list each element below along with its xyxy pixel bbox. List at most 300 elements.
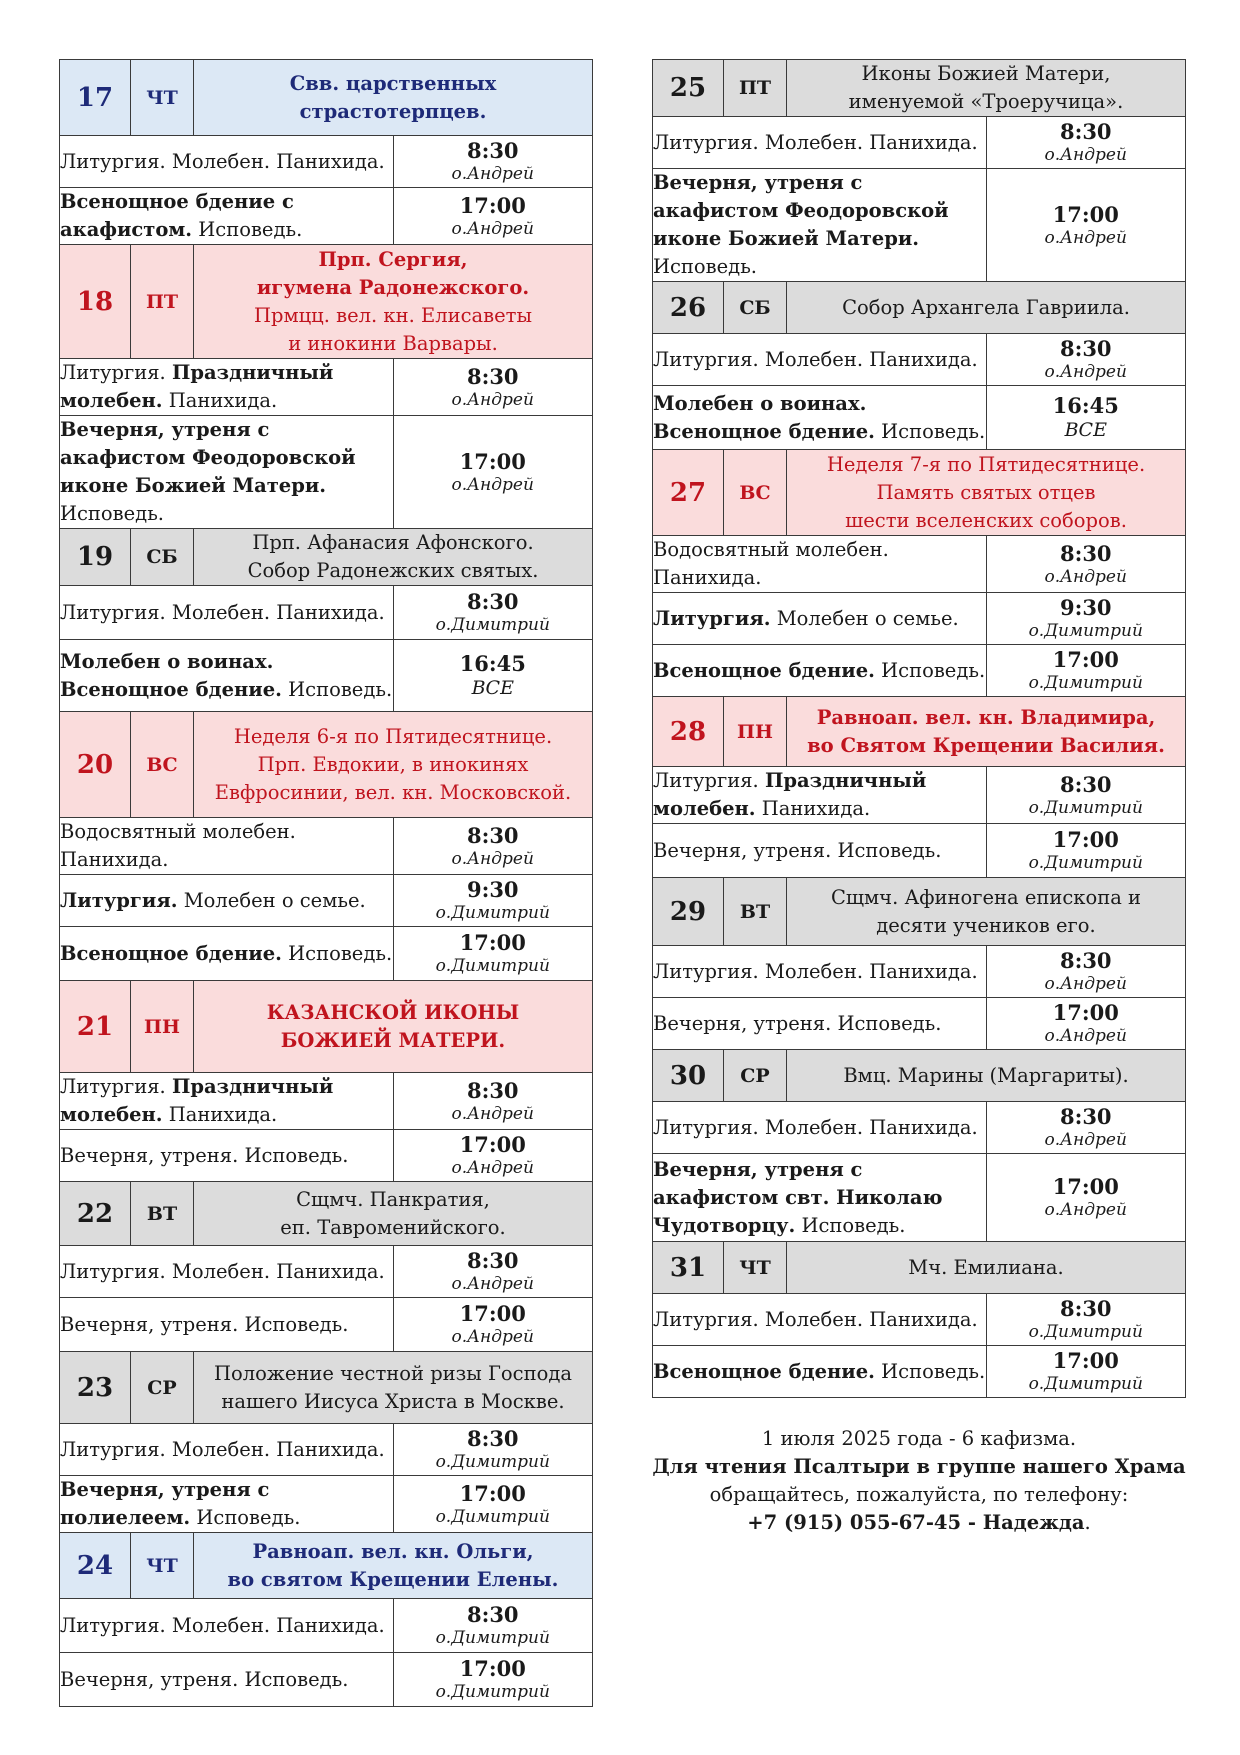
day-of-week: ПТ — [724, 60, 787, 117]
note-line-kathisma: 1 июля 2025 года - 6 кафизма. — [761, 1427, 1077, 1450]
feast-title — [787, 1242, 1186, 1294]
service-description — [653, 1102, 987, 1154]
service-time: 17:00 — [459, 1132, 526, 1157]
service-row — [653, 767, 1186, 824]
day-header-24 — [60, 1533, 593, 1599]
service-row — [60, 188, 593, 245]
service-time: 8:30 — [466, 1077, 519, 1103]
day-number: 17 — [60, 60, 131, 136]
officiating-priest: о.Димитрий — [1028, 621, 1143, 641]
feast-title-line: Мч. Емилиана. — [908, 1255, 1064, 1279]
service-time-cell — [393, 586, 593, 640]
feast-title-line: игумена Радонежского. — [256, 275, 530, 299]
service-description — [60, 640, 394, 712]
service-time-cell — [986, 536, 1186, 593]
service-text: Литургия. Молебен. Панихида. — [60, 600, 385, 624]
day-number: 22 — [60, 1182, 131, 1246]
service-time-cell — [986, 1346, 1186, 1398]
service-description — [60, 136, 394, 188]
feast-title-line: десяти учеников его. — [876, 913, 1096, 937]
feast-title-line: Вмц. Марины (Маргариты). — [843, 1063, 1129, 1087]
officiating-priest: о.Андрей — [1044, 974, 1127, 994]
officiating-priest: о.Андрей — [451, 164, 534, 184]
day-of-week: СБ — [131, 529, 194, 586]
service-row — [60, 875, 593, 927]
day-header-25 — [653, 60, 1186, 117]
officiating-priest: о.Андрей — [451, 1103, 534, 1124]
feast-title-line: Свв. царственных — [289, 71, 497, 95]
officiating-priest: о.Андрей — [1044, 1026, 1127, 1046]
day-number: 31 — [653, 1242, 724, 1294]
day-number: 21 — [60, 981, 131, 1073]
service-row — [60, 416, 593, 529]
service-time: 17:00 — [459, 448, 526, 474]
day-of-week: СР — [724, 1050, 787, 1102]
feast-title — [787, 878, 1186, 946]
service-name-bold: Праздничный молебен. — [60, 1075, 334, 1126]
day-number: 18 — [60, 245, 131, 359]
feast-title — [787, 282, 1186, 334]
feast-title-line: Равноап. вел. кн. Владимира, — [816, 705, 1156, 729]
feast-title-line: Прп. Сергия, — [318, 247, 468, 271]
service-text: Исповедь. — [653, 255, 758, 278]
service-row — [653, 998, 1186, 1050]
day-header-31 — [653, 1242, 1186, 1294]
schedule-table-right — [652, 59, 1186, 1398]
service-time: 8:30 — [1059, 771, 1112, 797]
feast-title — [194, 1182, 593, 1246]
service-time: 17:00 — [459, 1480, 526, 1506]
service-description — [653, 386, 987, 450]
officiating-priest: о.Димитрий — [435, 1682, 550, 1702]
service-text: Исповедь. — [281, 941, 393, 965]
service-text: Водосвятный молебен. Панихида. — [60, 820, 296, 871]
service-time-cell — [986, 767, 1186, 824]
feast-title-line: Равноап. вел. кн. Ольги, — [252, 1539, 534, 1563]
psalter-note — [652, 1425, 1186, 1537]
service-text: Молебен о семье. — [177, 888, 366, 912]
service-text: Литургия. — [60, 1075, 172, 1098]
service-text: Литургия. — [60, 361, 172, 384]
service-description — [653, 645, 987, 697]
service-row — [653, 386, 1186, 450]
feast-title-line: Память святых отцев — [876, 480, 1096, 504]
service-row — [653, 824, 1186, 878]
service-text: Вечерня, утреня. Исповедь. — [60, 1312, 349, 1336]
service-time: 8:30 — [466, 822, 519, 848]
service-name-bold: Праздничный молебен. — [653, 769, 927, 820]
service-text: Исповедь. — [190, 1506, 301, 1529]
officiating-priest: о.Андрей — [451, 389, 534, 410]
service-description — [60, 818, 394, 875]
feast-title — [194, 981, 593, 1073]
officiating-priest: о.Андрей — [1044, 1200, 1127, 1220]
service-row — [60, 1130, 593, 1182]
service-text: Исповедь. — [60, 502, 165, 525]
service-time: 9:30 — [1059, 595, 1112, 620]
service-row — [60, 1476, 593, 1533]
service-description — [60, 1073, 394, 1130]
day-header-30 — [653, 1050, 1186, 1102]
officiating-priest: о.Андрей — [1044, 362, 1127, 382]
feast-title-line: во Святом Крещении Василия. — [807, 733, 1165, 757]
officiating-priest: о.Андрей — [1044, 145, 1127, 165]
service-name-bold: Всенощное бдение с акафистом. — [60, 190, 294, 241]
feast-title-line: Прп. Афанасия Афонского. — [252, 531, 534, 554]
service-description — [60, 1298, 394, 1352]
service-text: Литургия. Молебен. Панихида. — [60, 149, 385, 173]
service-time-cell — [986, 1102, 1186, 1154]
feast-title — [787, 697, 1186, 767]
service-description — [653, 334, 987, 386]
service-time-cell — [986, 645, 1186, 697]
service-text: Литургия. Молебен. Панихида. — [653, 959, 978, 983]
day-number: 23 — [60, 1352, 131, 1424]
service-row — [60, 1246, 593, 1298]
service-text: Исповедь. — [192, 218, 303, 241]
phone-tail: . — [1084, 1511, 1091, 1534]
feast-title-line: именуемой «Троеручица». — [848, 90, 1124, 113]
service-time: 16:45 — [459, 651, 526, 676]
service-time: 17:00 — [459, 1656, 526, 1681]
officiating-priest: о.Димитрий — [1028, 1322, 1143, 1342]
note-line-psalter: Для чтения Псалтыри в группе нашего Храма — [652, 1455, 1186, 1478]
feast-title-line: Неделя 6-я по Пятидесятнице. — [233, 724, 553, 748]
schedule-right-column — [652, 59, 1186, 1398]
day-number: 28 — [653, 697, 724, 767]
day-header-18 — [60, 245, 593, 359]
day-number: 29 — [653, 878, 724, 946]
service-text: Водосвятный молебен. Панихида. — [653, 538, 889, 589]
day-of-week: ВТ — [724, 878, 787, 946]
service-time-cell — [393, 1246, 593, 1298]
service-time-cell — [393, 927, 593, 981]
service-time-cell — [393, 875, 593, 927]
officiating-priest: о.Димитрий — [435, 1506, 550, 1527]
service-text: Литургия. Молебен. Панихида. — [653, 130, 978, 154]
service-text: Панихида. — [755, 797, 871, 820]
service-description — [60, 359, 394, 416]
officiating-priest: о.Андрей — [451, 848, 534, 869]
service-text: Вечерня, утреня. Исповедь. — [653, 838, 942, 862]
schedule-table-left — [59, 59, 593, 1707]
service-time-cell — [393, 136, 593, 188]
service-time-cell — [986, 334, 1186, 386]
service-time-cell — [393, 1298, 593, 1352]
service-time-cell — [393, 818, 593, 875]
officiating-priest: о.Андрей — [451, 1158, 534, 1178]
service-name-bold: Праздничный молебен. — [60, 361, 334, 412]
day-number: 25 — [653, 60, 724, 117]
service-description — [653, 169, 987, 282]
service-time-cell — [393, 188, 593, 245]
service-text: Исповедь. — [874, 1359, 986, 1383]
note-line-phone — [652, 1509, 1186, 1537]
service-name-bold: Всенощное бдение. — [60, 677, 282, 701]
day-header-27 — [653, 450, 1186, 536]
service-time-cell — [986, 824, 1186, 878]
day-of-week: СБ — [724, 282, 787, 334]
service-time: 8:30 — [1059, 119, 1112, 144]
service-description — [653, 946, 987, 998]
officiating-priest: о.Димитрий — [1028, 853, 1143, 873]
feast-title-line: нашего Иисуса Христа в Москве. — [221, 1389, 565, 1413]
day-of-week: ЧТ — [131, 60, 194, 136]
officiating-priest: о.Андрей — [1044, 566, 1127, 587]
feast-title-line: еп. Тавроменийского. — [280, 1215, 506, 1239]
service-time-cell — [393, 1424, 593, 1476]
service-row — [60, 359, 593, 416]
feast-title-line: страстотерпцев. — [299, 99, 487, 123]
officiating-priest: о.Андрей — [451, 1327, 534, 1347]
service-row — [653, 1102, 1186, 1154]
feast-title — [787, 450, 1186, 536]
service-time: 8:30 — [466, 1602, 519, 1627]
day-header-28 — [653, 697, 1186, 767]
service-description — [653, 824, 987, 878]
day-header-17 — [60, 60, 593, 136]
day-of-week: ПН — [724, 697, 787, 767]
service-time: 8:30 — [466, 589, 519, 614]
service-row — [60, 1298, 593, 1352]
service-description — [60, 1653, 394, 1707]
day-number: 27 — [653, 450, 724, 536]
service-row — [653, 117, 1186, 169]
service-description — [60, 1130, 394, 1182]
feast-title-line: Неделя 7-я по Пятидесятнице. — [826, 452, 1146, 476]
service-time-cell — [393, 416, 593, 529]
service-text: Исповедь. — [795, 1213, 906, 1237]
service-time: 17:00 — [459, 930, 526, 955]
day-header-19 — [60, 529, 593, 586]
officiating-priest: о.Андрей — [451, 218, 534, 239]
day-number: 26 — [653, 282, 724, 334]
service-time: 8:30 — [1059, 336, 1112, 361]
service-time-cell — [393, 1073, 593, 1130]
feast-title — [194, 529, 593, 586]
officiating-priest: о.Димитрий — [435, 1452, 550, 1472]
service-time: 17:00 — [1052, 827, 1119, 852]
service-description — [60, 1476, 394, 1533]
service-time: 8:30 — [1059, 540, 1112, 566]
service-name-bold: Всенощное бдение. — [653, 658, 875, 682]
service-row — [60, 927, 593, 981]
day-of-week: ЧТ — [724, 1242, 787, 1294]
service-text: Исповедь. — [281, 677, 393, 701]
day-header-26 — [653, 282, 1186, 334]
feast-title-line: шести вселенских соборов. — [845, 508, 1127, 532]
feast-title-line: во святом Крещении Елены. — [227, 1567, 559, 1591]
service-text: Панихида. — [162, 389, 278, 412]
service-description — [60, 586, 394, 640]
officiating-priest: о.Димитрий — [1028, 1374, 1143, 1394]
service-name-bold: Молебен о воинах. — [653, 391, 867, 415]
service-name-bold: Вечерня, утреня с акафистом Феодоровской иконе Божией Матери. — [60, 418, 356, 497]
service-time: 8:30 — [1059, 1296, 1112, 1321]
service-name-bold: Вечерня, утреня с полиелеем. — [60, 1478, 270, 1529]
feast-title-line: Прп. Евдокии, в инокинях — [257, 752, 529, 776]
service-text: Литургия. Молебен. Панихида. — [60, 1613, 385, 1637]
feast-title — [194, 60, 593, 136]
service-description — [653, 767, 987, 824]
officiating-priest: ВСЕ — [1064, 419, 1107, 441]
service-text: Литургия. — [653, 769, 765, 792]
service-time-cell — [986, 169, 1186, 282]
service-text: Исповедь. — [874, 658, 986, 682]
service-name-bold: Вечерня, утреня с акафистом Феодоровской иконе Божией Матери. — [653, 171, 949, 250]
service-row — [60, 818, 593, 875]
service-description — [60, 875, 394, 927]
service-time-cell — [393, 1653, 593, 1707]
service-description — [653, 1154, 987, 1242]
service-description — [653, 593, 987, 645]
service-row — [60, 1424, 593, 1476]
officiating-priest: о.Андрей — [1044, 227, 1127, 248]
feast-title-line: Положение честной ризы Господа — [214, 1361, 572, 1385]
service-row — [653, 1154, 1186, 1242]
service-name-bold: Всенощное бдение. — [653, 419, 875, 443]
day-of-week: ВС — [724, 450, 787, 536]
day-header-23 — [60, 1352, 593, 1424]
officiating-priest: о.Димитрий — [435, 615, 550, 635]
feast-title-line: Сщмч. Панкратия, — [296, 1187, 490, 1211]
officiating-priest: о.Андрей — [451, 1274, 534, 1294]
phone-number: +7 (915) 055-67-45 - Надежда — [747, 1511, 1085, 1534]
feast-title-line: БОЖИЕЙ МАТЕРИ. — [280, 1028, 506, 1052]
service-time-cell — [393, 359, 593, 416]
service-description — [60, 1424, 394, 1476]
service-time: 8:30 — [466, 138, 519, 163]
service-time: 8:30 — [1059, 948, 1112, 973]
service-text: Литургия. Молебен. Панихида. — [653, 347, 978, 371]
service-time: 17:00 — [1052, 1348, 1119, 1373]
feast-title-line: КАЗАНСКОЙ ИКОНЫ — [266, 1000, 520, 1024]
service-time-cell — [986, 1294, 1186, 1346]
service-row — [653, 1346, 1186, 1398]
service-row — [60, 136, 593, 188]
service-time: 17:00 — [459, 192, 526, 218]
service-name-bold: Всенощное бдение. — [60, 941, 282, 965]
service-time-cell — [986, 1154, 1186, 1242]
service-row — [653, 1294, 1186, 1346]
service-text: Литургия. Молебен. Панихида. — [60, 1437, 385, 1461]
feast-title — [194, 712, 593, 818]
feast-title — [787, 60, 1186, 117]
day-of-week: СР — [131, 1352, 194, 1424]
day-number: 30 — [653, 1050, 724, 1102]
day-number: 19 — [60, 529, 131, 586]
schedule-left-column — [59, 59, 593, 1707]
service-time: 17:00 — [459, 1301, 526, 1326]
day-header-22 — [60, 1182, 593, 1246]
service-row — [60, 1599, 593, 1653]
service-time: 8:30 — [466, 363, 519, 389]
service-row — [653, 334, 1186, 386]
service-text: Молебен о семье. — [770, 606, 959, 630]
service-time-cell — [986, 593, 1186, 645]
service-time-cell — [986, 117, 1186, 169]
service-text: Исповедь. — [874, 419, 986, 443]
service-time-cell — [393, 1599, 593, 1653]
service-time-cell — [393, 1130, 593, 1182]
service-time-cell — [986, 946, 1186, 998]
feast-title — [787, 1050, 1186, 1102]
officiating-priest: ВСЕ — [471, 677, 514, 699]
service-time: 17:00 — [1052, 1000, 1119, 1025]
service-description — [653, 1294, 987, 1346]
service-time: 8:30 — [1059, 1104, 1112, 1129]
feast-title-line: Евфросинии, вел. кн. Московской. — [214, 780, 572, 804]
service-time-cell — [393, 1476, 593, 1533]
officiating-priest: о.Андрей — [451, 474, 534, 495]
service-row — [60, 640, 593, 712]
service-description — [653, 117, 987, 169]
service-time: 9:30 — [466, 877, 519, 902]
officiating-priest: о.Димитрий — [435, 1628, 550, 1648]
service-description — [653, 1346, 987, 1398]
day-of-week: ЧТ — [131, 1533, 194, 1599]
officiating-priest: о.Димитрий — [1028, 797, 1143, 818]
officiating-priest: о.Димитрий — [1028, 673, 1143, 693]
officiating-priest: о.Андрей — [1044, 1130, 1127, 1150]
service-time: 17:00 — [1052, 201, 1119, 227]
service-text: Вечерня, утреня. Исповедь. — [60, 1143, 349, 1167]
service-time: 17:00 — [1052, 647, 1119, 672]
feast-title-line: Иконы Божией Матери, — [861, 62, 1111, 85]
service-text: Литургия. Молебен. Панихида. — [653, 1115, 978, 1139]
day-of-week: ВС — [131, 712, 194, 818]
service-time: 8:30 — [466, 1248, 519, 1273]
feast-title-line: Собор Радонежских святых. — [247, 559, 539, 582]
service-text: Вечерня, утреня. Исповедь. — [653, 1011, 942, 1035]
feast-title-line: Прмцц. вел. кн. Елисаветы — [253, 303, 532, 327]
service-time-cell — [986, 998, 1186, 1050]
day-number: 24 — [60, 1533, 131, 1599]
service-row — [653, 946, 1186, 998]
service-description — [60, 1246, 394, 1298]
feast-title — [194, 1533, 593, 1599]
service-name-bold: Всенощное бдение. — [653, 1359, 875, 1383]
day-header-21 — [60, 981, 593, 1073]
service-name-bold: Вечерня, утреня с акафистом свт. Николаю Чудотворцу. — [653, 1157, 943, 1237]
service-row — [653, 169, 1186, 282]
service-description — [60, 1599, 394, 1653]
service-description — [60, 188, 394, 245]
day-header-29 — [653, 878, 1186, 946]
service-description — [653, 998, 987, 1050]
service-time-cell — [393, 640, 593, 712]
feast-title — [194, 1352, 593, 1424]
feast-title — [194, 245, 593, 359]
day-number: 20 — [60, 712, 131, 818]
day-of-week: ПТ — [131, 245, 194, 359]
service-text: Панихида. — [162, 1103, 278, 1126]
service-row — [60, 1073, 593, 1130]
feast-title-line: Собор Архангела Гавриила. — [842, 295, 1130, 319]
day-header-20 — [60, 712, 593, 818]
service-time-cell — [986, 386, 1186, 450]
service-row — [60, 586, 593, 640]
note-line-contact: обращайтесь, пожалуйста, по телефону: — [709, 1483, 1129, 1506]
officiating-priest: о.Димитрий — [435, 903, 550, 923]
service-name-bold: Литургия. — [60, 888, 178, 912]
feast-title-line: Сщмч. Афиногена епископа и — [830, 885, 1142, 909]
service-text: Литургия. Молебен. Панихида. — [653, 1307, 978, 1331]
service-name-bold: Литургия. — [653, 606, 771, 630]
service-name-bold: Молебен о воинах. — [60, 649, 274, 673]
service-row — [653, 536, 1186, 593]
service-text: Вечерня, утреня. Исповедь. — [60, 1667, 349, 1691]
